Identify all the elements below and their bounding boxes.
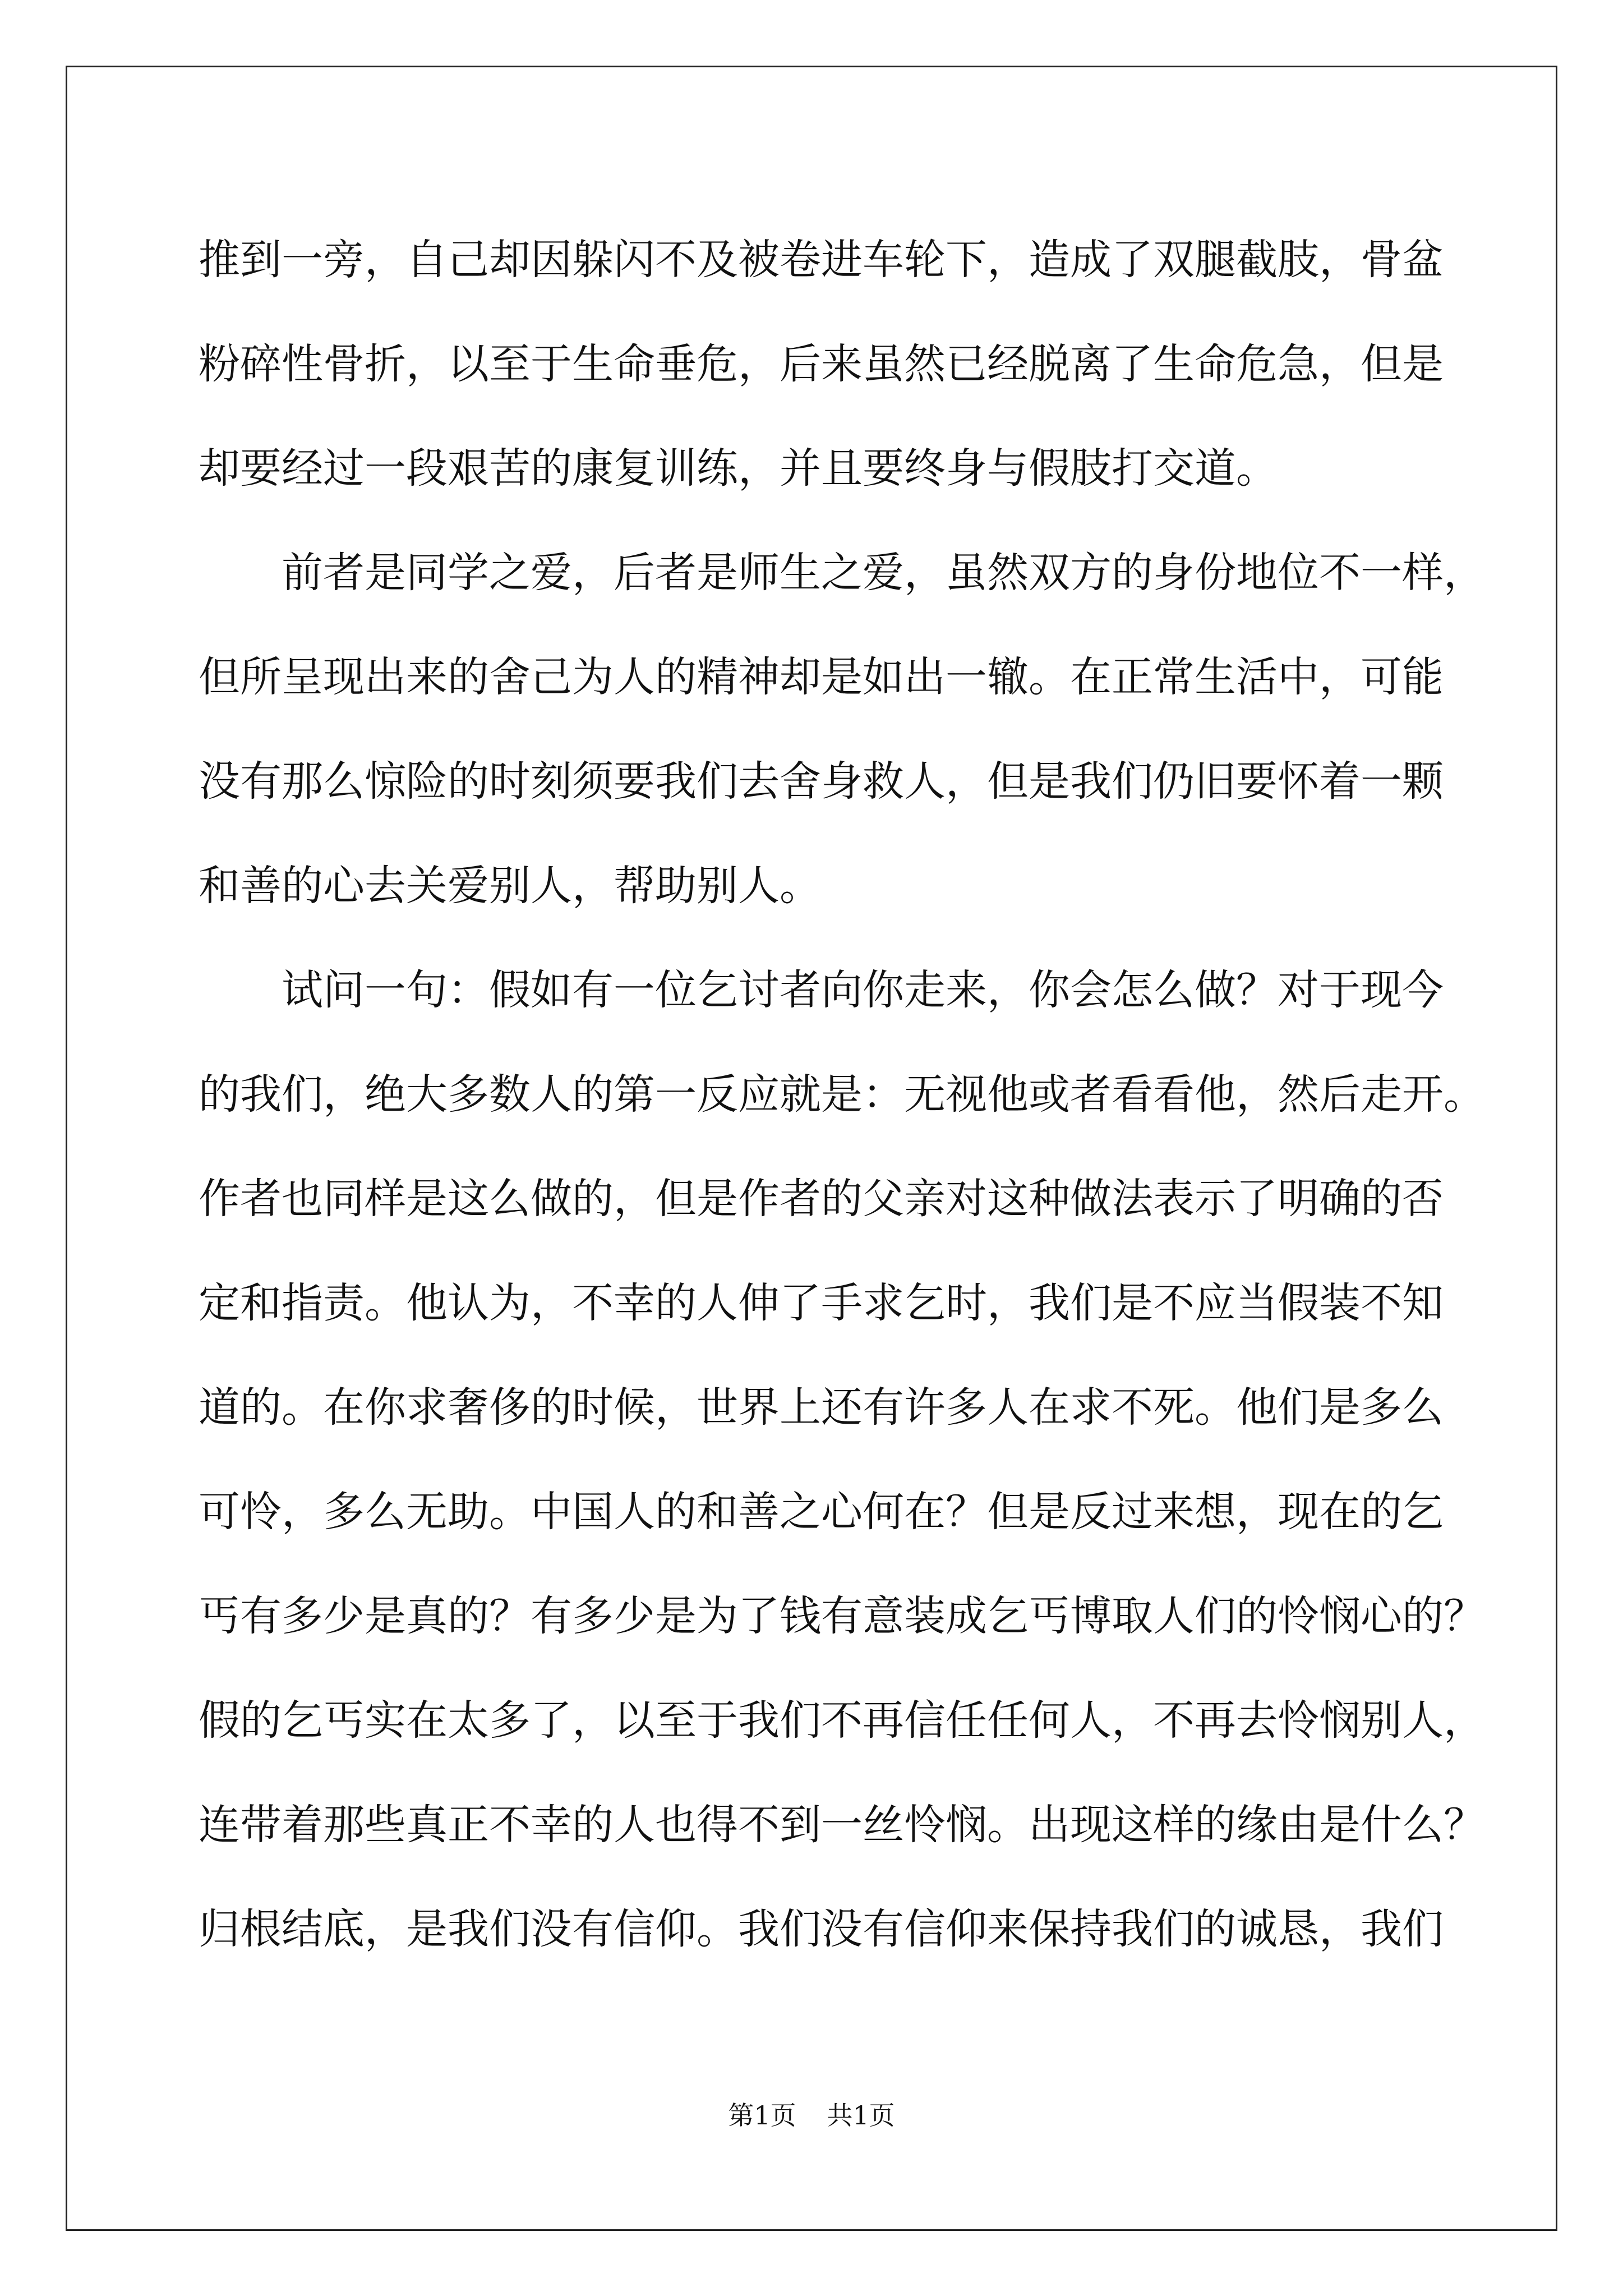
text-line: 粉碎性骨折，以至于生命垂危，后来虽然已经脱离了生命危急，但是 [199, 340, 1444, 388]
page-total: 共1页 [827, 2100, 895, 2131]
text-line: 前者是同学之爱，后者是师生之爱，虽然双方的身份地位不一样， [199, 549, 1485, 597]
text-line: 试问一句：假如有一位乞讨者向你走来，你会怎么做？对于现今 [199, 966, 1444, 1014]
text-line: 定和指责。他认为，不幸的人伸了手求乞时，我们是不应当假装不知 [199, 1279, 1444, 1327]
text-line: 推到一旁，自己却因躲闪不及被卷进车轮下，造成了双腿截肢，骨盆 [199, 236, 1444, 284]
text-line: 但所呈现出来的舍己为人的精神却是如出一辙。在正常生活中，可能 [199, 653, 1444, 701]
text-line: 归根结底，是我们没有信仰。我们没有信仰来保持我们的诚恳，我们 [199, 1905, 1444, 1953]
text-line: 丐有多少是真的？有多少是为了钱有意装成乞丐博取人们的怜悯心的？ [199, 1592, 1485, 1640]
page-footer [0, 2095, 1623, 2132]
text-line: 假的乞丐实在太多了，以至于我们不再信任任何人，不再去怜悯别人， [199, 1696, 1485, 1745]
text-line: 和善的心去关爱别人，帮助别人。 [199, 862, 821, 910]
page-number: 第1页 [728, 2100, 796, 2131]
text-line: 作者也同样是这么做的，但是作者的父亲对这种做法表示了明确的否 [199, 1175, 1444, 1223]
body-text [199, 208, 1485, 1981]
text-line: 连带着那些真正不幸的人也得不到一丝怜悯。出现这样的缘由是什么？ [199, 1801, 1485, 1849]
text-line: 可怜，多么无助。中国人的和善之心何在？但是反过来想，现在的乞 [199, 1488, 1444, 1536]
text-line: 的我们，绝大多数人的第一反应就是：无视他或者看看他，然后走开。 [199, 1070, 1485, 1119]
text-line: 却要经过一段艰苦的康复训练，并且要终身与假肢打交道。 [199, 444, 1278, 493]
text-line: 道的。在你求奢侈的时候，世界上还有许多人在求不死。他们是多么 [199, 1383, 1444, 1432]
text-line: 没有那么惊险的时刻须要我们去舍身救人，但是我们仍旧要怀着一颗 [199, 757, 1444, 806]
